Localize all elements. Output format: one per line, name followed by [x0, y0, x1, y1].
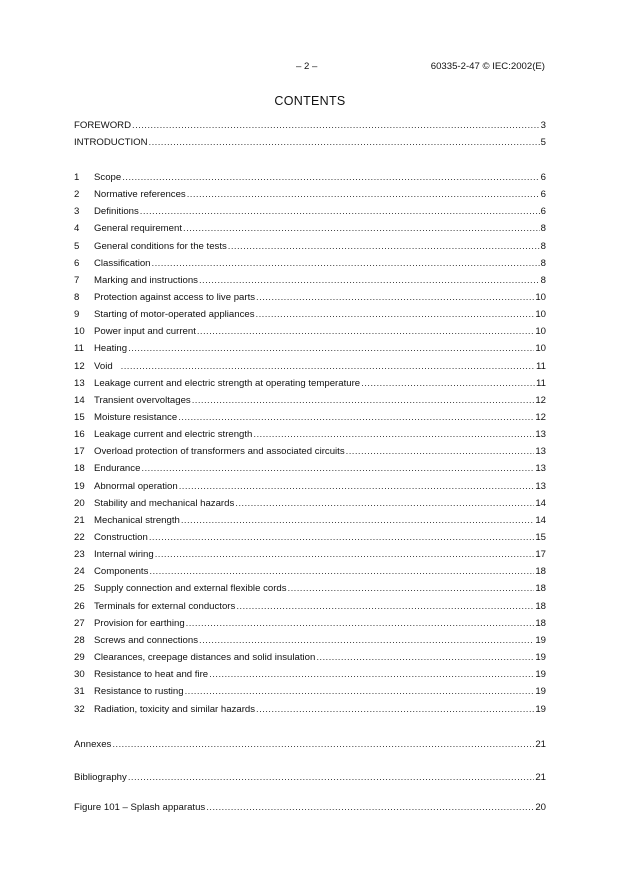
toc-entry-clause[interactable] — [74, 411, 546, 424]
dot-leader — [199, 634, 534, 647]
toc-entry-page: 18 — [535, 583, 546, 594]
toc-entry-number: 15 — [74, 412, 85, 423]
toc-entry-foreword[interactable] — [74, 119, 546, 132]
toc-entry-number: 9 — [74, 309, 80, 320]
toc-entry-clause[interactable] — [74, 240, 546, 253]
toc-entry-page: 15 — [535, 532, 546, 543]
toc-entry-title: Endurance — [94, 463, 141, 474]
toc-entry-title: Protection against access to live parts — [94, 292, 256, 303]
toc-entry-title: Leakage current and electric strength at operating temperature — [94, 378, 361, 389]
dot-leader — [183, 222, 540, 235]
dot-leader — [186, 617, 535, 630]
toc-entry-number: 25 — [74, 583, 85, 594]
toc-entry-title: Annexes — [74, 739, 112, 750]
toc-entry-number: 20 — [74, 498, 85, 509]
toc-entry-number: 3 — [74, 206, 80, 217]
toc-entry-title: Leakage current and electric strength — [94, 429, 253, 440]
dot-leader — [256, 308, 535, 321]
toc-entry-title: General requirement — [94, 223, 182, 234]
toc-entry-number: 8 — [74, 292, 80, 303]
toc-entry-bibliography[interactable] — [74, 771, 546, 784]
toc-entry-number: 27 — [74, 618, 85, 629]
toc-entry-page: 19 — [535, 669, 546, 680]
toc-entry-title: Construction — [94, 532, 148, 543]
toc-entry-title: Overload protection of transformers and associated circuits — [94, 446, 345, 457]
toc-entry-page: 21 — [535, 772, 546, 783]
toc-entry-figure[interactable] — [74, 801, 546, 814]
toc-entry-title: Bibliography — [74, 772, 127, 783]
toc-entry-clause[interactable] — [74, 685, 546, 698]
toc-entry-number: 22 — [74, 532, 85, 543]
toc-entry-number: 17 — [74, 446, 85, 457]
toc-entry-page: 12 — [535, 412, 546, 423]
toc-entry-page: 6 — [540, 206, 546, 217]
dot-leader — [256, 291, 534, 304]
toc-entry-clause[interactable] — [74, 514, 546, 527]
dot-leader — [209, 668, 534, 681]
toc-entry-clause[interactable] — [74, 360, 546, 373]
toc-entry-title: Void — [94, 361, 113, 372]
toc-entry-number: 12 — [74, 361, 85, 372]
page-number: – 2 – — [296, 61, 318, 72]
toc-entry-title: Supply connection and external flexible cords — [94, 583, 287, 594]
toc-entry-title: Provision for earthing — [94, 618, 185, 629]
toc-entry-number: 30 — [74, 669, 85, 680]
toc-entry-title: Heating — [94, 343, 128, 354]
dot-leader — [128, 771, 535, 784]
toc-entry-clause[interactable] — [74, 565, 546, 578]
dot-leader — [181, 514, 534, 527]
toc-entry-clause[interactable] — [74, 548, 546, 561]
toc-entry-title: INTRODUCTION — [74, 137, 148, 148]
dot-leader — [178, 411, 534, 424]
toc-entry-page: 21 — [535, 739, 546, 750]
toc-entry-number: 11 — [74, 343, 84, 354]
toc-entry-page: 13 — [535, 429, 546, 440]
toc-entry-number: 23 — [74, 549, 85, 560]
toc-entry-title: Clearances, creepage distances and solid insulation — [94, 652, 316, 663]
toc-entry-number: 26 — [74, 601, 85, 612]
toc-entry-title: Terminals for external conductors — [94, 601, 236, 612]
dot-leader — [185, 685, 535, 698]
toc-entry-clause[interactable] — [74, 582, 546, 595]
toc-entry-page: 19 — [535, 652, 546, 663]
toc-entry-page: 14 — [535, 515, 546, 526]
toc-entry-title: General conditions for the tests — [94, 241, 227, 252]
dot-leader — [187, 188, 540, 201]
toc-entry-page: 20 — [535, 802, 546, 813]
toc-entry-number: 14 — [74, 395, 85, 406]
dot-leader — [235, 497, 534, 510]
toc-entry-clause[interactable] — [74, 188, 546, 201]
toc-entry-page: 11 — [536, 378, 546, 389]
dot-leader — [206, 801, 534, 814]
dot-leader — [199, 274, 540, 287]
dot-leader — [228, 240, 540, 253]
toc-entry-clause[interactable] — [74, 342, 546, 355]
toc-entry-page: 18 — [535, 601, 546, 612]
toc-entry-number: 1 — [74, 172, 80, 183]
toc-entry-page: 8 — [540, 241, 546, 252]
toc-entry-page: 8 — [540, 275, 546, 286]
dot-leader — [121, 360, 535, 373]
toc-entry-clause[interactable] — [74, 171, 546, 184]
toc-entry-number: 18 — [74, 463, 85, 474]
toc-entry-page: 13 — [535, 446, 546, 457]
toc-entry-number: 10 — [74, 326, 85, 337]
toc-entry-clause[interactable] — [74, 668, 546, 681]
toc-entry-number: 24 — [74, 566, 85, 577]
toc-entry-number: 29 — [74, 652, 85, 663]
dot-leader — [361, 377, 535, 390]
toc-entry-title: Screws and connections — [94, 635, 198, 646]
dot-leader — [149, 136, 540, 149]
toc-entry-page: 17 — [535, 549, 546, 560]
toc-entry-clause[interactable] — [74, 462, 546, 475]
dot-leader — [128, 342, 534, 355]
toc-entry-clause[interactable] — [74, 600, 546, 613]
toc-entry-page: 6 — [540, 172, 546, 183]
toc-entry-number: 28 — [74, 635, 85, 646]
dot-leader — [155, 548, 535, 561]
toc-entry-clause[interactable] — [74, 205, 546, 218]
toc-entry-clause[interactable] — [74, 325, 546, 338]
toc-entry-page: 18 — [535, 618, 546, 629]
dot-leader — [256, 703, 534, 716]
toc-entry-page: 18 — [535, 566, 546, 577]
toc-entry-title: Resistance to rusting — [94, 686, 184, 697]
dot-leader — [140, 205, 540, 218]
toc-entry-page: 10 — [535, 309, 546, 320]
dot-leader — [112, 738, 534, 751]
dot-leader — [132, 119, 540, 132]
dot-leader — [152, 257, 540, 270]
toc-entry-number: 13 — [74, 378, 85, 389]
toc-entry-number: 19 — [74, 481, 85, 492]
toc-entry-annexes[interactable] — [74, 738, 546, 751]
toc-entry-page: 8 — [540, 258, 546, 269]
toc-entry-page: 19 — [535, 686, 546, 697]
dot-leader — [149, 565, 534, 578]
dot-leader — [179, 480, 535, 493]
toc-entry-title: Stability and mechanical hazards — [94, 498, 235, 509]
dot-leader — [288, 582, 535, 595]
toc-entry-clause[interactable] — [74, 394, 546, 407]
toc-entry-clause[interactable] — [74, 445, 546, 458]
toc-entry-page: 10 — [535, 292, 546, 303]
toc-entry-title: Classification — [94, 258, 151, 269]
toc-entry-page: 12 — [535, 395, 546, 406]
dot-leader — [141, 462, 534, 475]
dot-leader — [192, 394, 535, 407]
toc-entry-title: Normative references — [94, 189, 186, 200]
toc-entry-page: 13 — [535, 481, 546, 492]
toc-entry-clause[interactable] — [74, 531, 546, 544]
toc-entry-clause[interactable] — [74, 291, 546, 304]
toc-entry-number: 7 — [74, 275, 80, 286]
toc-entry-clause[interactable] — [74, 308, 546, 321]
toc-entry-number: 32 — [74, 704, 85, 715]
dot-leader — [122, 171, 539, 184]
dot-leader — [236, 600, 534, 613]
dot-leader — [346, 445, 535, 458]
page-header — [0, 61, 620, 75]
toc-entry-page: 11 — [536, 361, 546, 372]
toc-entry-page: 5 — [540, 137, 546, 148]
toc-entry-clause[interactable] — [74, 651, 546, 664]
toc-entry-title: Definitions — [94, 206, 139, 217]
toc-entry-page: 8 — [540, 223, 546, 234]
dot-leader — [149, 531, 534, 544]
toc-entry-title: Mechanical strength — [94, 515, 180, 526]
toc-entry-clause[interactable] — [74, 428, 546, 441]
toc-entry-clause[interactable] — [74, 377, 546, 390]
toc-entry-clause[interactable] — [74, 497, 546, 510]
toc-entry-clause[interactable] — [74, 617, 546, 630]
toc-entry-number: 21 — [74, 515, 85, 526]
toc-entry-title: Resistance to heat and fire — [94, 669, 209, 680]
toc-entry-page: 19 — [535, 704, 546, 715]
toc-entry-number: 31 — [74, 686, 85, 697]
toc-entry-title: Starting of motor-operated appliances — [94, 309, 255, 320]
toc-entry-clause[interactable] — [74, 257, 546, 270]
toc-entry-page: 13 — [535, 463, 546, 474]
toc-entry-page: 10 — [535, 326, 546, 337]
toc-entry-title: Components — [94, 566, 149, 577]
toc-entry-title: Marking and instructions — [94, 275, 198, 286]
toc-entry-page: 3 — [540, 120, 546, 131]
toc-entry-page: 14 — [535, 498, 546, 509]
toc-entry-number: 16 — [74, 429, 85, 440]
toc-entry-title: FOREWORD — [74, 120, 132, 131]
toc-entry-page: 10 — [535, 343, 546, 354]
toc-entry-number: 6 — [74, 258, 80, 269]
toc-entry-title: Radiation, toxicity and similar hazards — [94, 704, 256, 715]
toc-entry-page: 19 — [535, 635, 546, 646]
toc-entry-number: 5 — [74, 241, 80, 252]
toc-entry-number: 2 — [74, 189, 80, 200]
contents-title: CONTENTS — [274, 94, 346, 108]
toc-entry-introduction[interactable] — [74, 136, 546, 149]
toc-entry-page: 6 — [540, 189, 546, 200]
toc-entry-title: Transient overvoltages — [94, 395, 191, 406]
toc-entry-title: Internal wiring — [94, 549, 154, 560]
document-reference: 60335-2-47 © IEC:2002(E) — [430, 61, 545, 72]
dot-leader — [197, 325, 534, 338]
toc-entry-title: Power input and current — [94, 326, 196, 337]
toc-entry-title: Abnormal operation — [94, 481, 178, 492]
toc-entry-clause[interactable] — [74, 634, 546, 647]
toc-entry-number: 4 — [74, 223, 80, 234]
dot-leader — [253, 428, 534, 441]
toc-entry-clause[interactable] — [74, 274, 546, 287]
toc-entry-title: Figure 101 – Splash apparatus — [74, 802, 206, 813]
toc-entry-clause[interactable] — [74, 222, 546, 235]
toc-entry-clause[interactable] — [74, 703, 546, 716]
toc-entry-clause[interactable] — [74, 480, 546, 493]
toc-entry-title: Scope — [94, 172, 122, 183]
toc-entry-title: Moisture resistance — [94, 412, 178, 423]
dot-leader — [316, 651, 534, 664]
